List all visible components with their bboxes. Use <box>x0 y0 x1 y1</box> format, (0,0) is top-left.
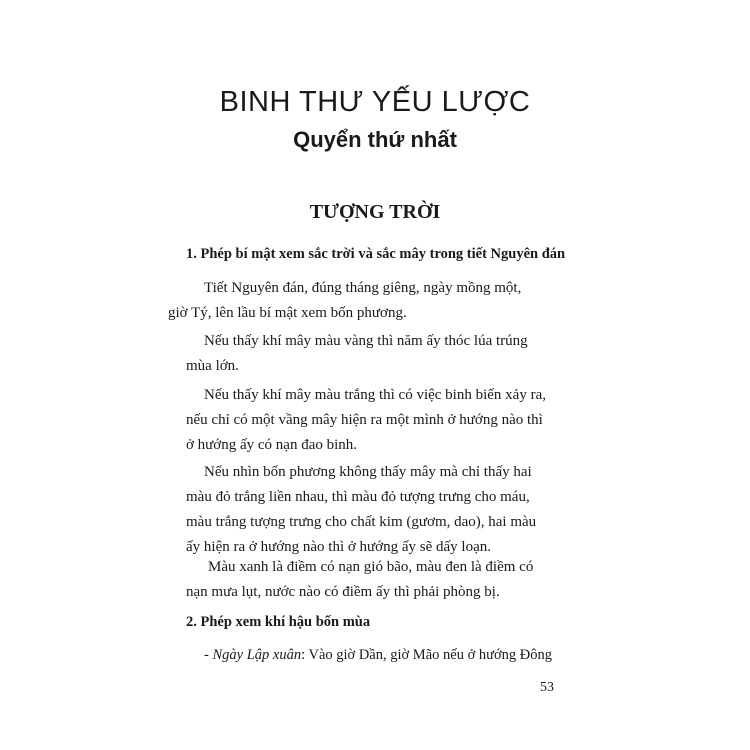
paragraph-line: Nếu thấy khí mây màu trắng thì có việc binh biến xảy ra, <box>204 387 546 403</box>
book-title: BINH THƯ YẾU LƯỢC <box>219 86 531 118</box>
heading-1-block <box>186 246 566 263</box>
item-text: : Vào giờ Dần, giờ Mão nếu ở hướng Đông <box>301 647 552 663</box>
paragraph-line: Nếu thấy khí mây màu vàng thì năm ấy thóc lúa trúng <box>204 333 528 349</box>
paragraph-line: Màu xanh là điềm có nạn gió bão, màu đen là điềm có <box>208 559 534 575</box>
paragraph-line: Nếu nhìn bốn phương không thấy mây mà chỉ thấy hai <box>204 464 532 480</box>
page-number: 53 <box>540 680 554 695</box>
item-dash: - <box>204 647 213 663</box>
paragraph-line: nếu chỉ có một vầng mây hiện ra một mình ở hướng nào thì <box>186 412 543 428</box>
list-item <box>186 647 558 664</box>
paragraph-line: giờ Tý, lên lầu bí mật xem bốn phương. <box>168 305 407 321</box>
paragraph-3 <box>186 383 558 458</box>
paragraph-line: nạn mưa lụt, nước nào có điềm ấy thì phải phòng bị. <box>186 584 500 600</box>
paragraph-line: màu trắng tượng trưng cho chất kim (gươm, dao), hai màu <box>186 514 537 530</box>
paragraph-5 <box>186 555 558 605</box>
item-italic-term: Ngày Lập xuân <box>212 647 302 663</box>
paragraph-line: ở hướng ấy có nạn đao binh. <box>186 437 358 453</box>
section-title: TƯỢNG TRỜI <box>309 201 441 223</box>
paragraph-line: ấy hiện ra ở hướng nào thì ở hướng ấy sẽ dấy loạn. <box>186 539 492 555</box>
volume-subtitle: Quyển thứ nhất <box>293 127 457 152</box>
heading-1: 1. Phép bí mật xem sắc trời và sắc mây trong tiết Nguyên đán <box>186 246 566 262</box>
paragraph-2 <box>186 329 558 379</box>
paragraph-4 <box>186 460 558 560</box>
heading-2-block <box>186 614 558 631</box>
paragraph-line: mùa lớn. <box>186 358 239 374</box>
paragraph-line: màu đỏ trắng liền nhau, thì màu đỏ tượng trưng cho máu, <box>186 489 530 505</box>
paragraph-1 <box>168 276 558 326</box>
heading-2: 2. Phép xem khí hậu bốn mùa <box>186 614 371 630</box>
paragraph-line: Tiết Nguyên đán, đúng tháng giêng, ngày mồng một, <box>204 280 522 296</box>
